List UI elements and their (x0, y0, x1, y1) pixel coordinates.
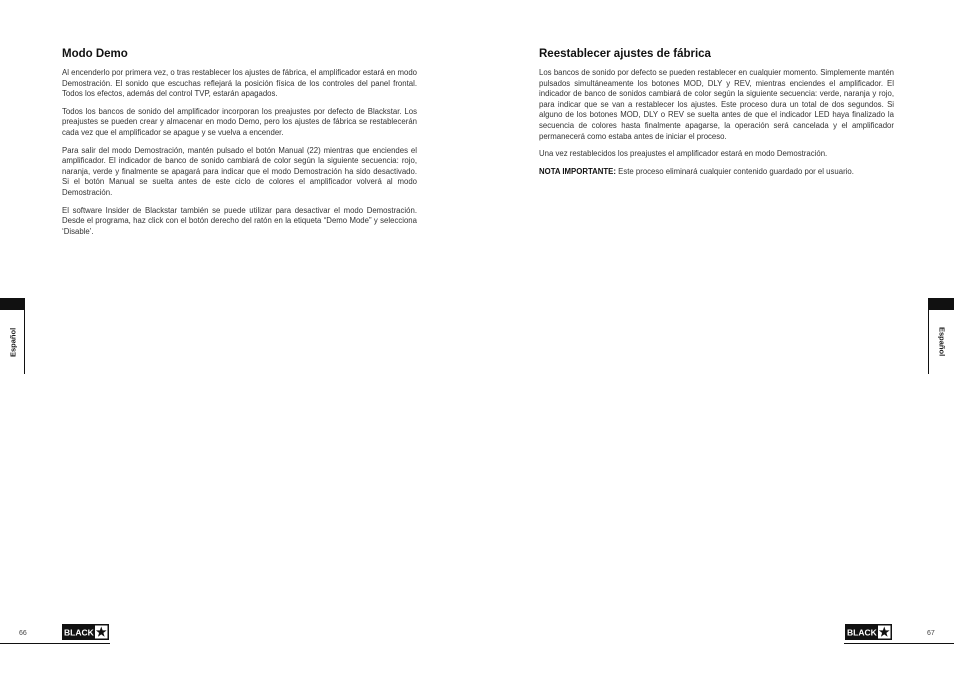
logo-text: BLACK (64, 627, 94, 638)
left-page-content (62, 48, 417, 244)
paragraph: Para salir del modo Demostración, mantén pulsado el botón Manual (22) mientras que enciendes el amplificador. El indicador de banco de sonido cambiará de color según la siguiente secuencia: rojo, naranja, verde y finalmente se apagará para indicar que el modo Demostración ha sido desactivado. Si el botón Manual se suelta antes de este ciclo de colores el amplificador volverá al modo Demostración. (62, 145, 417, 197)
section-heading-modo-demo: Modo Demo (62, 48, 128, 60)
right-page-content (539, 48, 894, 184)
section-heading-reestablecer: Reestablecer ajustes de fábrica (539, 48, 711, 60)
paragraph: El software Insider de Blackstar también se puede utilizar para desactivar el modo Demostración. Desde el programa, haz click con el botón derecho del ratón en la etiqueta “Demo Mode” y selecciona ‘Disable’. (62, 205, 417, 236)
footer-rule (0, 643, 110, 644)
side-tab-label: Español (937, 327, 947, 357)
side-tab-right (928, 298, 954, 374)
page-number: 66 (19, 630, 27, 637)
note-text: Este proceso eliminará cualquier contenido guardado por el usuario. (615, 166, 854, 176)
paragraph: Al encenderlo por primera vez, o tras restablecer los ajustes de fábrica, el amplificador estará en modo Demostración. El sonido que escuchas reflejará la posición física de los controles del panel frontal. Todos los efectos, además del control TVP, estarán apagados. (62, 68, 417, 99)
side-tab-line (24, 298, 25, 374)
logo-text: BLACK (847, 627, 877, 638)
side-tab-left (0, 298, 25, 374)
side-tab-bar (928, 298, 954, 310)
paragraph: Todos los bancos de sonido del amplificador incorporan los preajustes por defecto de Blackstar. Los preajustes se pueden crear y almacenar en modo Demo, pero los ajustes de fábrica se restablecerán cada vez que el amplificador se apague y se vuelva a encender. (62, 106, 417, 137)
blackstar-logo (62, 624, 109, 640)
paragraph: Una vez restablecidos los preajustes el amplificador estará en modo Demostración. (539, 149, 828, 159)
side-tab-bar (0, 298, 25, 310)
footer-rule (844, 643, 954, 644)
paragraph: Los bancos de sonido por defecto se pueden restablecer en cualquier momento. Simplemente mantén pulsados simultáneamente los botones MOD, DLY y REV, mientras enciendes el amplificador. El indicador de banco de sonidos cambiará de color según la siguiente secuencia: verde, naranja y rojo, para indicar que se van a restablecer los ajustes. Este proceso dura un total de dos segundos. Si alguno de los botones MOD, DLY o REV se suelta antes de que el indicador LED haya finalizado la secuencia de colores hasta finalmente apagarse, la operación será cancelada y el amplificador permanecerá como estaba antes de iniciar el proceso. (539, 68, 894, 141)
important-note (539, 167, 894, 178)
side-tab-line (928, 298, 929, 374)
note-label: NOTA IMPORTANTE: (539, 166, 616, 176)
side-tab-label: Español (8, 327, 18, 357)
page-number: 67 (927, 630, 935, 637)
blackstar-logo (845, 624, 892, 640)
